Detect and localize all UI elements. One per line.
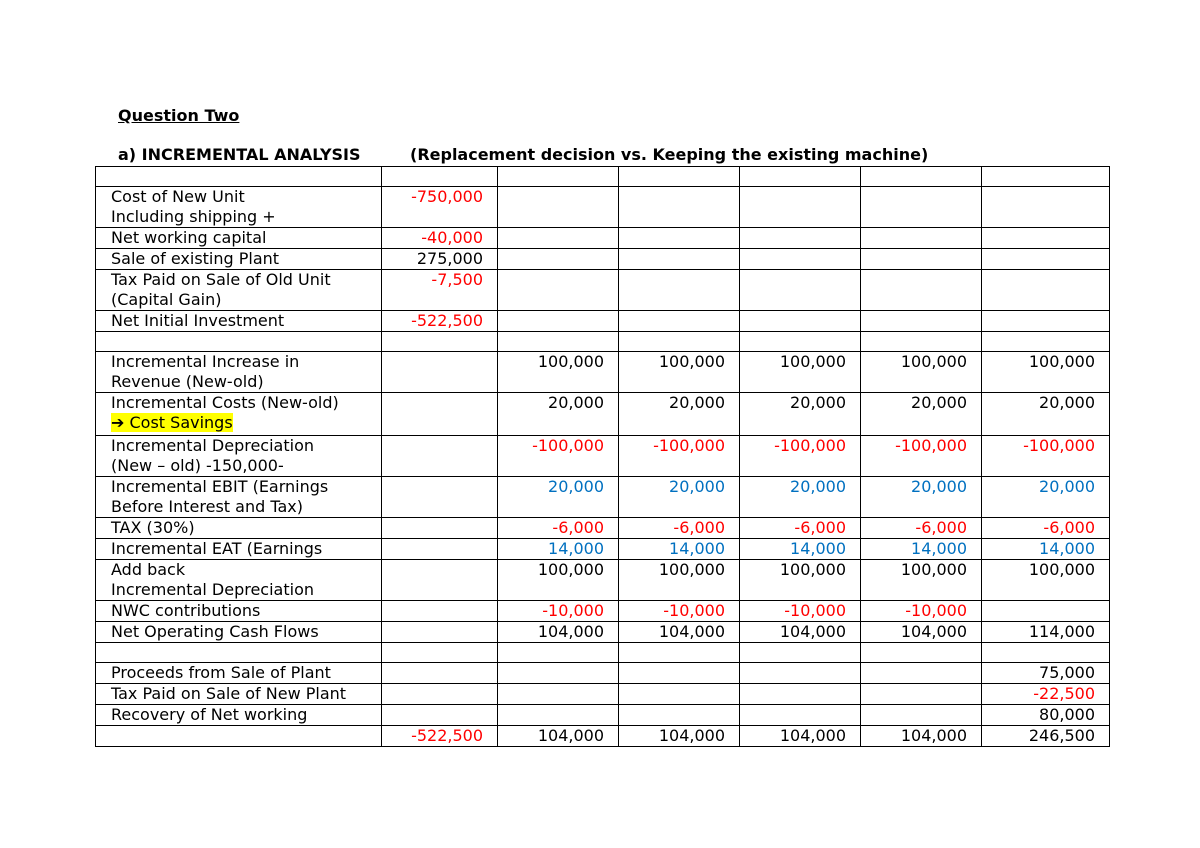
cell-value: 100,000	[982, 352, 1110, 393]
table-row	[96, 705, 1110, 726]
row-label: Recovery of Net working	[96, 705, 382, 726]
cell-value: -6,000	[740, 518, 861, 539]
table-row	[96, 270, 1110, 311]
cell-value: 14,000	[861, 539, 982, 560]
cell-value: 20,000	[498, 477, 619, 518]
cell-value: 100,000	[982, 560, 1110, 601]
cell-value: 20,000	[619, 393, 740, 436]
row-label: Incremental Depreciation	[111, 436, 314, 455]
cell-value: 20,000	[861, 393, 982, 436]
row-label: Revenue (New-old)	[111, 372, 264, 391]
row-label: (Capital Gain)	[111, 290, 222, 309]
cell-value: -522,500	[382, 311, 498, 332]
cell-value: -100,000	[498, 436, 619, 477]
cell-value: -100,000	[861, 436, 982, 477]
heading-part-2: (Replacement decision vs. Keeping the existing machine)	[410, 145, 929, 164]
cell-value: 104,000	[498, 622, 619, 643]
table-row	[96, 352, 1110, 393]
table-row	[96, 601, 1110, 622]
cell-value: 100,000	[740, 560, 861, 601]
cell-value: 100,000	[619, 352, 740, 393]
cell-value: 75,000	[982, 663, 1110, 684]
row-label: Cost Savings	[129, 413, 233, 432]
cell-value: -10,000	[619, 601, 740, 622]
cell-value: -6,000	[498, 518, 619, 539]
row-label: Incremental EBIT (Earnings	[111, 477, 329, 496]
table-row	[96, 518, 1110, 539]
cell-value: 100,000	[498, 352, 619, 393]
cell-value: 20,000	[982, 393, 1110, 436]
table-row	[96, 393, 1110, 436]
table-row	[96, 622, 1110, 643]
cell-value: 14,000	[982, 539, 1110, 560]
cell-value: 100,000	[498, 560, 619, 601]
table-row	[96, 539, 1110, 560]
row-label: Net Initial Investment	[96, 311, 382, 332]
table-row	[96, 249, 1110, 270]
cell-value: 100,000	[861, 352, 982, 393]
cell-value: 104,000	[861, 622, 982, 643]
cell-value: 80,000	[982, 705, 1110, 726]
row-label: TAX (30%)	[96, 518, 382, 539]
row-label: Including shipping +	[111, 207, 276, 226]
cell-value: -6,000	[619, 518, 740, 539]
cell-value: 104,000	[740, 622, 861, 643]
table-row	[96, 228, 1110, 249]
cell-value: -750,000	[382, 187, 498, 228]
cell-value: 246,500	[982, 726, 1110, 747]
row-label: Net working capital	[96, 228, 382, 249]
table-row	[96, 560, 1110, 601]
cost-savings-highlight	[111, 413, 233, 432]
arrow-right-icon: ➔	[111, 413, 125, 432]
incremental-analysis-table	[95, 166, 1110, 747]
cell-value: 100,000	[740, 352, 861, 393]
cell-value: 100,000	[861, 560, 982, 601]
question-title: Question Two	[118, 106, 240, 125]
cell-value: -22,500	[982, 684, 1110, 705]
cell-value: -6,000	[982, 518, 1110, 539]
row-label: Incremental Costs (New-old)	[111, 393, 339, 412]
cell-value: -100,000	[740, 436, 861, 477]
cell-value: 275,000	[382, 249, 498, 270]
row-label: (New – old) -150,000-	[111, 456, 284, 475]
cell-value: 114,000	[982, 622, 1110, 643]
cell-value: 14,000	[498, 539, 619, 560]
cell-value: 20,000	[982, 477, 1110, 518]
table-row	[96, 167, 1110, 187]
row-label: Before Interest and Tax)	[111, 497, 303, 516]
cell-value: -100,000	[619, 436, 740, 477]
cell-value: -10,000	[498, 601, 619, 622]
cell-value: 104,000	[861, 726, 982, 747]
row-label: Incremental EAT (Earnings	[96, 539, 382, 560]
section-heading	[118, 145, 929, 164]
cell-value: 104,000	[740, 726, 861, 747]
cell-value: 20,000	[740, 477, 861, 518]
table-row	[96, 684, 1110, 705]
cell-value: -6,000	[861, 518, 982, 539]
table-row	[96, 663, 1110, 684]
cell-value: 14,000	[740, 539, 861, 560]
cell-value: 20,000	[619, 477, 740, 518]
cell-value: 104,000	[619, 622, 740, 643]
table-row	[96, 477, 1110, 518]
table-row	[96, 311, 1110, 332]
table-row	[96, 436, 1110, 477]
row-label: Tax Paid on Sale of Old Unit	[111, 270, 331, 289]
cell-value: -100,000	[982, 436, 1110, 477]
table-row	[96, 332, 1110, 352]
row-label: NWC contributions	[96, 601, 382, 622]
cell-value: 104,000	[619, 726, 740, 747]
cell-value: 20,000	[740, 393, 861, 436]
row-label: Net Operating Cash Flows	[96, 622, 382, 643]
cell-value: -10,000	[740, 601, 861, 622]
cell-value: 20,000	[498, 393, 619, 436]
table-row	[96, 726, 1110, 747]
cell-value: -10,000	[861, 601, 982, 622]
cell-value: 100,000	[619, 560, 740, 601]
heading-part-1: a) INCREMENTAL ANALYSIS	[118, 145, 361, 164]
row-label: Proceeds from Sale of Plant	[96, 663, 382, 684]
cell-value: -7,500	[382, 270, 498, 311]
table-row	[96, 643, 1110, 663]
row-label: Sale of existing Plant	[96, 249, 382, 270]
row-label: Cost of New Unit	[111, 187, 245, 206]
row-label: Add back	[111, 560, 186, 579]
table-row	[96, 187, 1110, 228]
cell-value: 14,000	[619, 539, 740, 560]
row-label: Incremental Depreciation	[111, 580, 314, 599]
cell-value: 104,000	[498, 726, 619, 747]
row-label: Tax Paid on Sale of New Plant	[96, 684, 382, 705]
cell-value: -40,000	[382, 228, 498, 249]
cell-value: 20,000	[861, 477, 982, 518]
cell-value: -522,500	[382, 726, 498, 747]
row-label: Incremental Increase in	[111, 352, 300, 371]
